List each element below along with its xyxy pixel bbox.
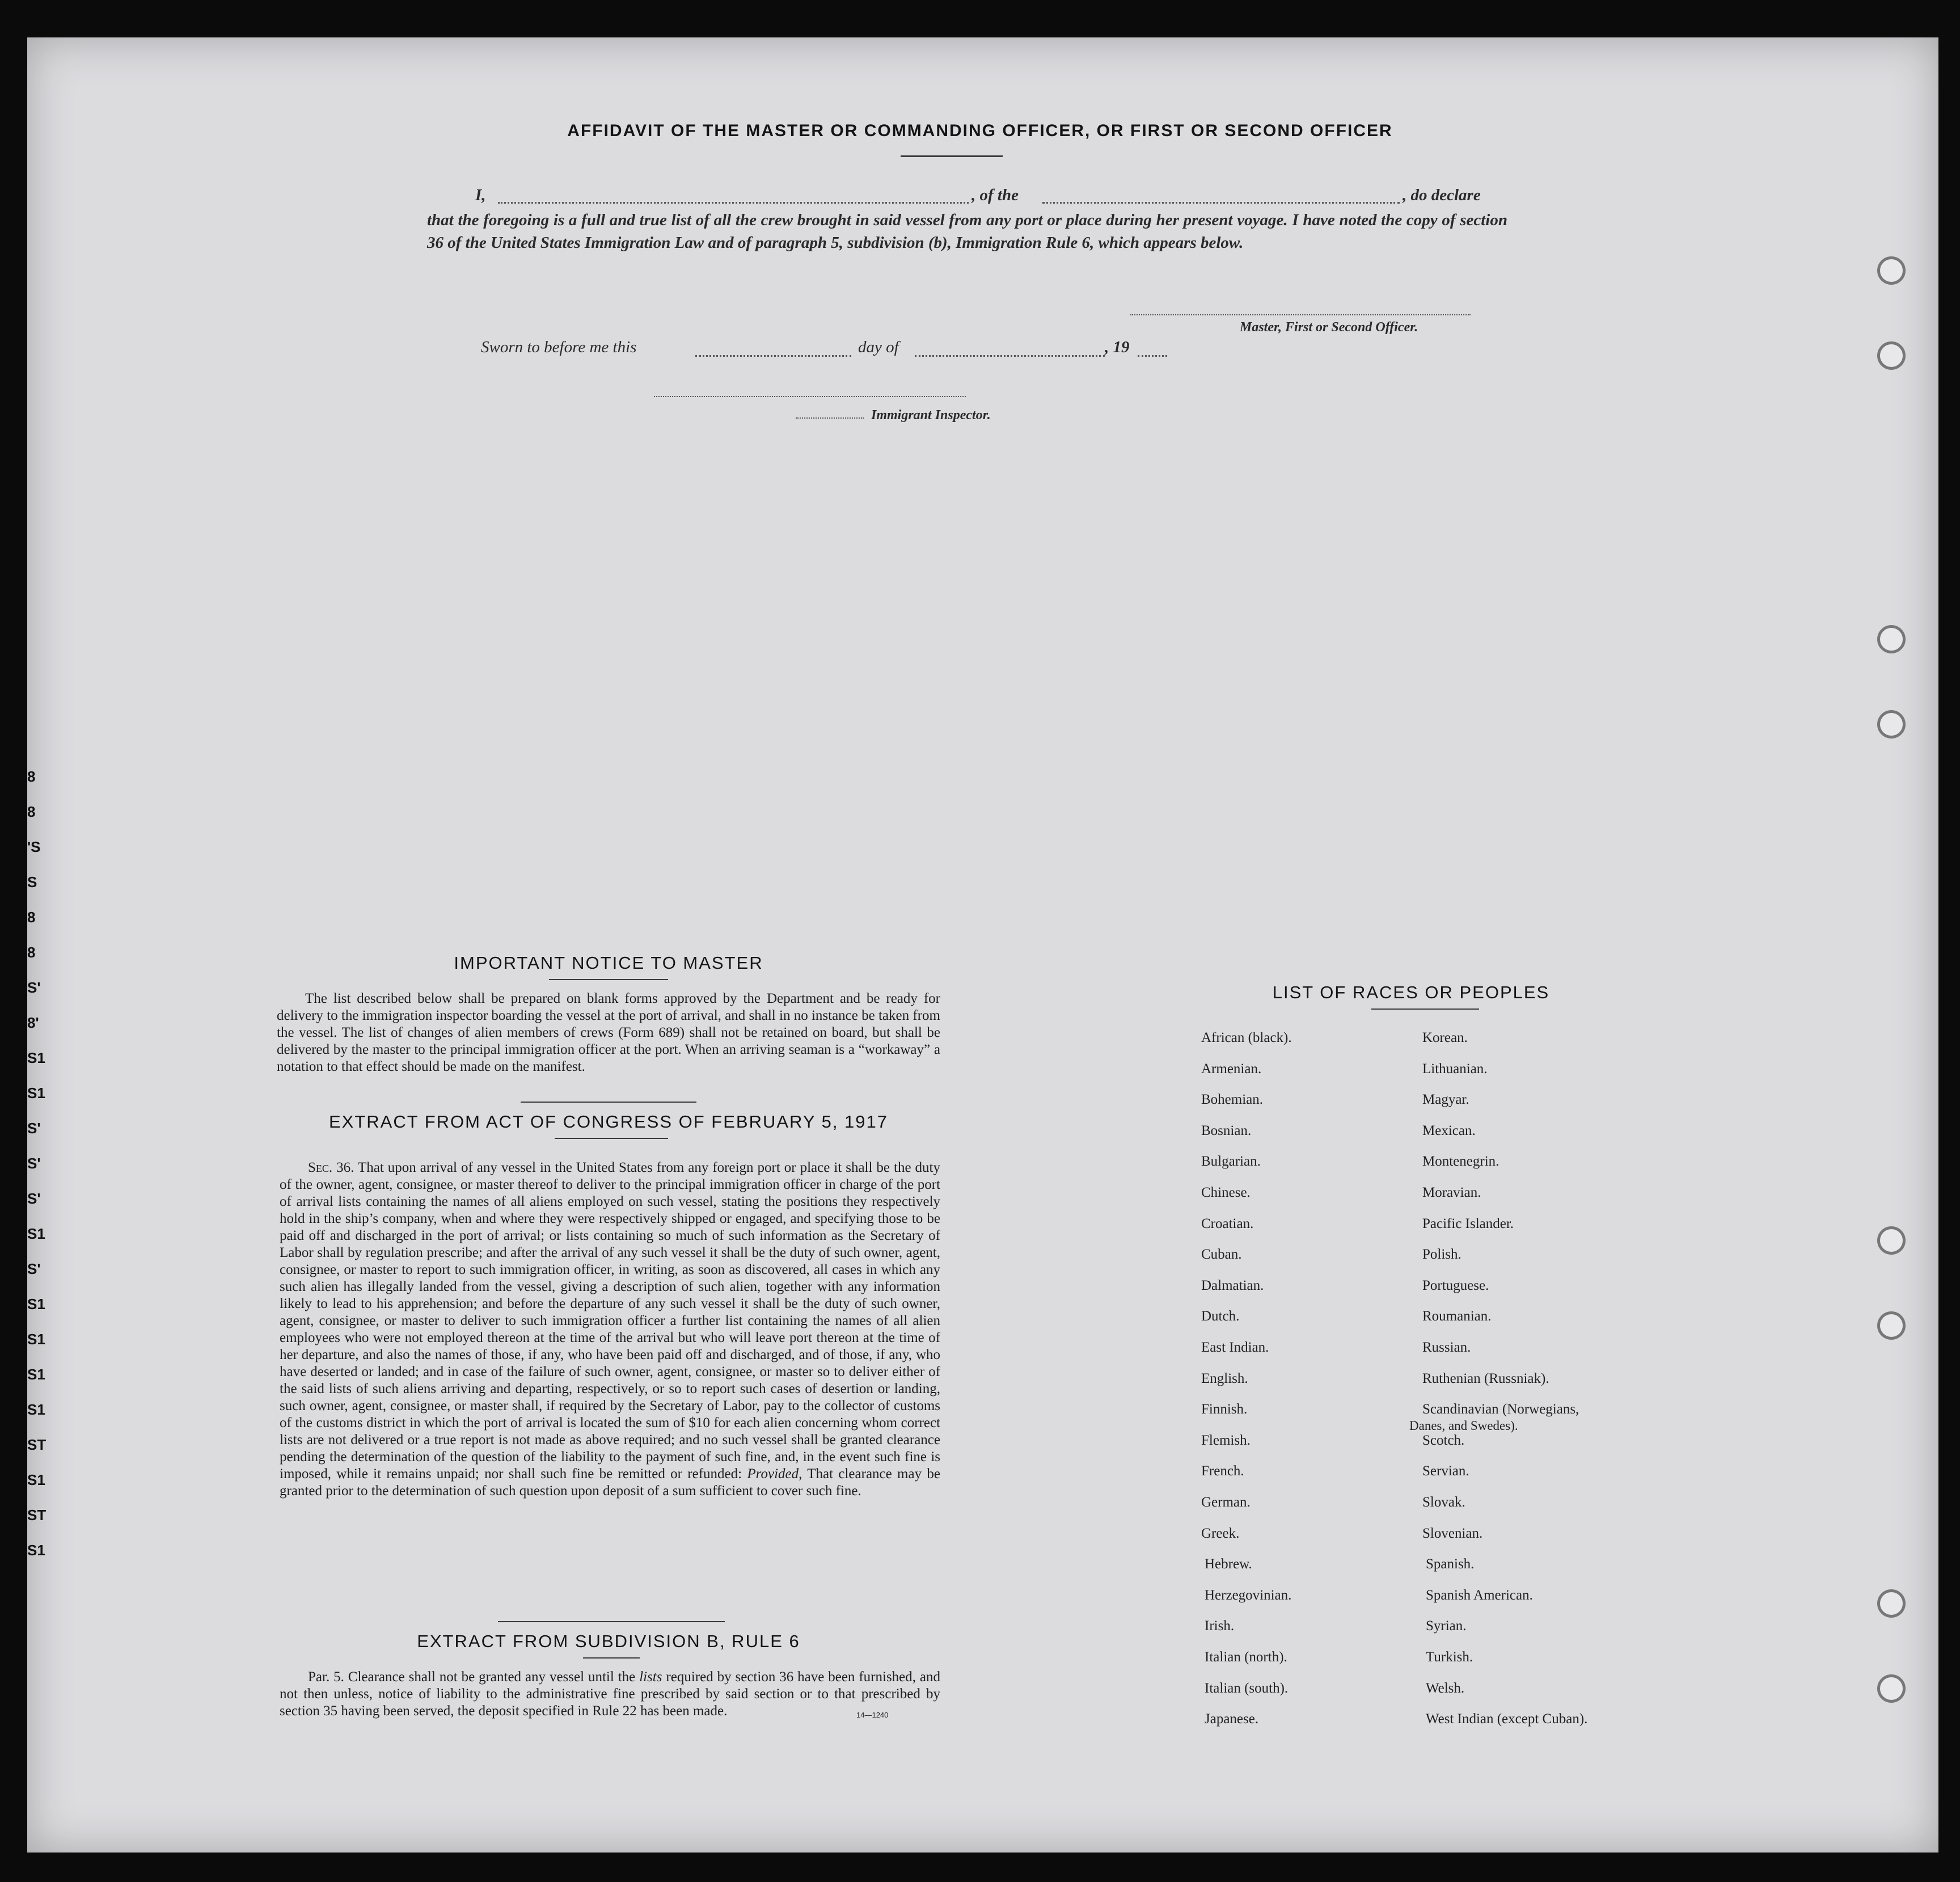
race-item: Lithuanian. xyxy=(1422,1061,1488,1077)
act-title: EXTRACT FROM ACT OF CONGRESS OF FEBRUARY 5, 1917 xyxy=(328,1112,889,1132)
edge-mark: 8 xyxy=(27,803,36,820)
edge-mark: S' xyxy=(27,1120,41,1137)
race-item: Roumanian. xyxy=(1422,1309,1492,1324)
rule-body xyxy=(280,1669,940,1720)
race-item: Croatian. xyxy=(1201,1216,1254,1231)
race-item: Bohemian. xyxy=(1201,1092,1264,1108)
document-page xyxy=(27,37,1938,1853)
race-item: Ruthenian (Russniak). xyxy=(1422,1370,1549,1386)
race-item: Welsh. xyxy=(1426,1680,1465,1696)
edge-mark: 8 xyxy=(27,944,36,961)
form-number: 14—1240 xyxy=(856,1711,889,1719)
punch-hole xyxy=(1877,341,1906,370)
race-item: Mexican. xyxy=(1422,1123,1476,1138)
edge-mark: ST xyxy=(27,1507,47,1524)
race-item: Korean. xyxy=(1422,1030,1468,1045)
race-item: Portuguese. xyxy=(1422,1277,1489,1293)
edge-mark: S1 xyxy=(27,1471,45,1488)
race-item: Pacific Islander. xyxy=(1422,1216,1514,1231)
race-cont: Danes, and Swedes). xyxy=(1409,1419,1518,1433)
race-item: Dalmatian. xyxy=(1201,1277,1264,1293)
edge-mark: S1 xyxy=(27,1366,45,1383)
edge-mark: 'S xyxy=(27,838,41,855)
race-item: Italian (south). xyxy=(1205,1680,1289,1696)
sworn-year: , 19 xyxy=(1105,338,1130,356)
notice-body xyxy=(277,990,940,1075)
affidavit-i: I, xyxy=(475,186,486,204)
race-item: West Indian (except Cuban). xyxy=(1426,1711,1588,1727)
master-signature-label: Master, First or Second Officer. xyxy=(1240,320,1418,335)
sworn-day-of: day of xyxy=(858,338,899,356)
edge-mark: S' xyxy=(27,1260,41,1277)
punch-hole xyxy=(1877,1226,1906,1255)
act-provided: Provided, xyxy=(747,1466,802,1482)
race-item: Scandinavian (Norwegians, xyxy=(1422,1402,1579,1417)
race-item: Flemish. xyxy=(1201,1432,1251,1448)
race-item: Cuban. xyxy=(1201,1247,1242,1263)
race-item: Irish. xyxy=(1205,1618,1235,1634)
race-item: Herzegovinian. xyxy=(1205,1587,1292,1603)
race-item: Polish. xyxy=(1422,1247,1461,1263)
notice-body-text: The list described below shall be prepared on blank forms approved by the Department and be ready for delivery to the immigration inspector boarding the vessel at the port of arrival, and shall in no instance be taken from the vessel. The list of changes of alien members of crews (Form 689) shall not be retained on board, but shall be delivered by the master to the principal immigration officer at the port. When an arriving seaman is a “workaway” a notation to that effect should be made on the manifest. xyxy=(277,991,940,1074)
inspector-label: Immigrant Inspector. xyxy=(871,408,991,423)
edge-mark: S1 xyxy=(27,1401,45,1418)
race-item: Bosnian. xyxy=(1201,1123,1252,1138)
race-item: Italian (north). xyxy=(1205,1649,1287,1665)
edge-mark: S1 xyxy=(27,1296,45,1313)
edge-mark: S1 xyxy=(27,1049,45,1066)
race-item: Syrian. xyxy=(1426,1618,1467,1634)
race-item: Montenegrin. xyxy=(1422,1154,1499,1170)
punch-hole xyxy=(1877,710,1906,739)
rule-title: EXTRACT FROM SUBDIVISION B, RULE 6 xyxy=(417,1631,800,1651)
punch-hole xyxy=(1877,1311,1906,1340)
rule-body-b: required by section 36 have been furnished, and not then unless, notice of liability to the administrative fine prescribed by said section or to that prescribed by section 35 having been served, the deposit specified in Rule 22 has been made. xyxy=(280,1669,941,1719)
act-body xyxy=(280,1159,940,1500)
race-item: African (black). xyxy=(1201,1030,1292,1045)
edge-mark: S' xyxy=(27,979,41,996)
master-signature-field[interactable] xyxy=(1130,314,1471,315)
race-item: Slovenian. xyxy=(1422,1525,1483,1541)
act-end-rule xyxy=(498,1621,725,1622)
notice-end-rule xyxy=(521,1102,696,1103)
sworn-year-field[interactable] xyxy=(1138,355,1167,357)
race-item: Dutch. xyxy=(1201,1309,1240,1324)
race-item: Spanish. xyxy=(1426,1556,1475,1572)
affidavit-of-the: , of the xyxy=(971,186,1019,204)
race-item: English. xyxy=(1201,1370,1248,1386)
affidavit-body: that the foregoing is a full and true list of all the crew brought in said vessel from any port or place during her present voyage. I have noted the copy of section 36 of the United States Immigration Law and of paragraph 5, subdivision (b), Immigration Rule 6, which appears below. xyxy=(427,211,1507,252)
race-item: Greek. xyxy=(1201,1525,1240,1541)
rule-body-a: Par. 5. Clearance shall not be granted any vessel until the xyxy=(308,1669,636,1685)
edge-mark: S' xyxy=(27,1155,41,1172)
affiant-name-field[interactable] xyxy=(498,202,969,204)
inspector-signature-field[interactable] xyxy=(654,396,966,397)
notice-title: IMPORTANT NOTICE TO MASTER xyxy=(454,953,763,973)
race-item: Slovak. xyxy=(1422,1495,1465,1510)
edge-mark: S1 xyxy=(27,1542,45,1559)
race-item: French. xyxy=(1201,1463,1244,1479)
rule-lists: lists xyxy=(639,1669,662,1685)
races-title: LIST OF RACES OR PEOPLES xyxy=(1272,982,1550,1002)
edge-mark: S1 xyxy=(27,1085,45,1102)
race-item: Chinese. xyxy=(1201,1185,1251,1200)
edge-mark: 8' xyxy=(27,1014,39,1031)
act-sec-label: Sec. 36. xyxy=(308,1160,354,1175)
race-item: Bulgarian. xyxy=(1201,1154,1261,1170)
rule-title-rule xyxy=(583,1657,640,1659)
edge-mark: S1 xyxy=(27,1225,45,1242)
act-title-rule xyxy=(555,1138,668,1139)
race-item: Hebrew. xyxy=(1205,1556,1252,1572)
punch-hole xyxy=(1877,625,1906,653)
punch-hole xyxy=(1877,1674,1906,1703)
inspector-sig-lead xyxy=(796,417,864,419)
race-item: East Indian. xyxy=(1201,1340,1269,1355)
punch-hole xyxy=(1877,256,1906,285)
race-item: Spanish American. xyxy=(1426,1587,1533,1603)
race-item: Scotch. xyxy=(1422,1432,1465,1448)
sworn-day-field[interactable] xyxy=(695,355,851,357)
race-item: Finnish. xyxy=(1201,1402,1248,1417)
act-body-text: That upon arrival of any vessel in the United States from any foreign port or place it shall be the duty of the owner, agent, consignee, or master thereof to deliver to the principal immigration officer in charge of the port of arrival lists containing the names of all aliens employed on such vessel, stating the positions they respectively hold in the ship’s company, when and where they were respectively shipped or engaged, and specifying those to be paid off and discharged in the port of arrival; or lists containing so much of such information as the Secretary of Labor shall by regulation prescribe; and after the arrival of any such vessel it shall be the duty of such owner, agent, consignee, or master to report to such immigration officer, in writing, as soon as discovered, all cases in which any such alien has illegally landed from the vessel, giving a description of such alien, together with any information likely to lead to his apprehension; and before the departure of any such vessel it shall be the duty of such owner, agent, consignee, or master to deliver to such immigration officer a further list containing the names of all alien employees who were not employed thereon at the time of the arrival but who will leave port thereon at the time of her departure, and also the names of those, if any, who have been paid off and discharged, and of those, if any, who have deserted or landed; and in case of the failure of such owner, agent, consignee, or master so to deliver either of the said lists of such aliens arriving and departing, respectively, or so to report such cases of desertion or landing, such owner, agent, consignee, or master shall, if required by the Secretary of Labor, pay to the collector of customs of the customs district in which the port of arrival is located the sum of $10 for each alien concerning whom correct lists are not delivered or a true report is not made as above required; and no such vessel shall be granted clearance pending the determination of the question of the liability to the payment of such fine, and, in the event such fine is imposed, while it remains unpaid; nor shall such fine be remitted or refunded: xyxy=(280,1160,940,1482)
notice-title-rule xyxy=(549,979,668,980)
race-item: German. xyxy=(1201,1495,1251,1510)
affidavit-title: AFFIDAVIT OF THE MASTER OR COMMANDING OFFICER, OR FIRST OR SECOND OFFICER xyxy=(567,121,1393,140)
affidavit-title-rule xyxy=(901,155,1003,157)
races-title-rule xyxy=(1371,1008,1479,1010)
race-item: Moravian. xyxy=(1422,1185,1481,1200)
race-item: Servian. xyxy=(1422,1463,1469,1479)
vessel-name-field[interactable] xyxy=(1042,202,1400,204)
edge-mark: 8 xyxy=(27,768,36,785)
sworn-month-field[interactable] xyxy=(915,355,1105,357)
race-item: Russian. xyxy=(1422,1340,1471,1355)
edge-mark: S xyxy=(27,874,37,891)
act-body-end: That clearance may be granted prior to the determination of such question upon deposit of a sum sufficient to cover such fine. xyxy=(280,1466,940,1499)
race-item: Armenian. xyxy=(1201,1061,1262,1077)
race-item: Magyar. xyxy=(1422,1092,1469,1108)
edge-mark: 8 xyxy=(27,909,36,926)
punch-hole xyxy=(1877,1589,1906,1618)
edge-mark: S' xyxy=(27,1190,41,1207)
edge-mark: ST xyxy=(27,1436,47,1453)
race-item: Japanese. xyxy=(1205,1711,1259,1727)
affidavit-declare: , do declare xyxy=(1403,186,1481,204)
sworn-prefix: Sworn to before me this xyxy=(481,338,637,356)
race-item: Turkish. xyxy=(1426,1649,1473,1665)
edge-mark: S1 xyxy=(27,1331,45,1348)
